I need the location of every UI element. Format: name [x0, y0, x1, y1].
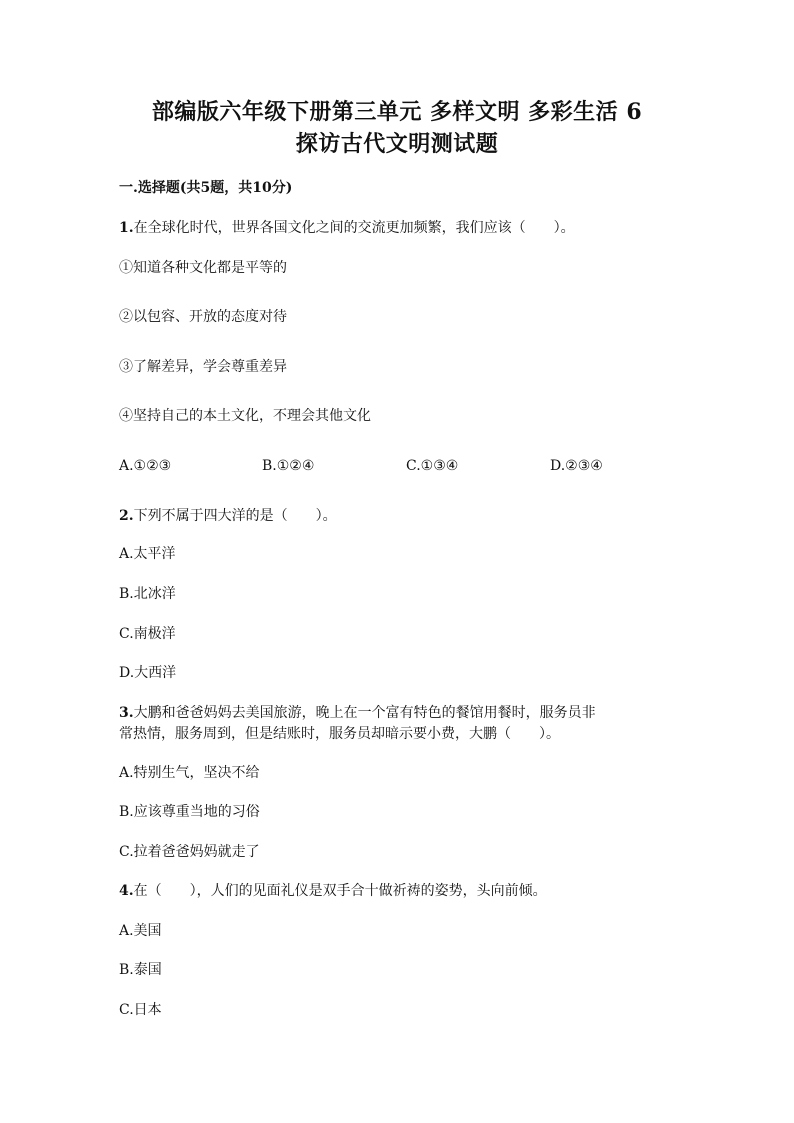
option-d: D.②③④ — [550, 458, 603, 474]
option-a: A.特别生气，坚决不给 — [119, 765, 260, 781]
option-a: A.太平洋 — [119, 546, 176, 562]
option-a: A.美国 — [119, 923, 162, 939]
option-b: B.泰国 — [119, 962, 162, 978]
question-stem: 在（ ），人们的见面礼仪是双手合十做祈祷的姿势，头向前倾。 — [133, 883, 547, 899]
question-number: 4. — [119, 883, 134, 899]
option-b: B.①②④ — [262, 458, 315, 474]
section-heading: 一.选择题(共5题，共10分) — [119, 180, 293, 196]
question-3 — [119, 703, 596, 723]
question-number: 1. — [119, 220, 134, 236]
statement-item-4: ④坚持自己的本土文化，不理会其他文化 — [119, 408, 371, 424]
option-c: C.南极洋 — [119, 626, 176, 642]
option-c: C.日本 — [119, 1002, 162, 1018]
question-stem: 在全球化时代，世界各国文化之间的交流更加频繁，我们应该（ ）。 — [133, 220, 575, 236]
question-stem: 下列不属于四大洋的是（ ）。 — [133, 508, 337, 524]
option-d: D.大西洋 — [119, 665, 177, 681]
document-title-line-2: 探访古代文明测试题 — [295, 131, 499, 157]
question-2 — [119, 506, 337, 526]
option-c: C.①③④ — [406, 458, 459, 474]
question-number: 3. — [119, 705, 134, 721]
option-c: C.拉着爸爸妈妈就走了 — [119, 844, 260, 860]
question-stem-line-1: 大鹏和爸爸妈妈去美国旅游，晚上在一个富有特色的餐馆用餐时，服务员非 — [133, 705, 596, 721]
statement-item-2: ②以包容、开放的态度对待 — [119, 309, 287, 325]
statement-item-3: ③了解差异，学会尊重差异 — [119, 359, 287, 375]
document-title-line-1: 部编版六年级下册第三单元 多样文明 多彩生活 6 — [151, 99, 643, 125]
question-stem-line-2: 常热情，服务周到，但是结账时，服务员却暗示要小费，大鹏（ ）。 — [119, 726, 560, 742]
question-number: 2. — [119, 508, 134, 524]
question-4 — [119, 881, 547, 901]
option-b: B.应该尊重当地的习俗 — [119, 804, 260, 820]
question-1 — [119, 218, 575, 238]
option-a: A.①②③ — [119, 458, 172, 474]
statement-item-1: ①知道各种文化都是平等的 — [119, 260, 287, 276]
option-b: B.北冰洋 — [119, 586, 176, 602]
